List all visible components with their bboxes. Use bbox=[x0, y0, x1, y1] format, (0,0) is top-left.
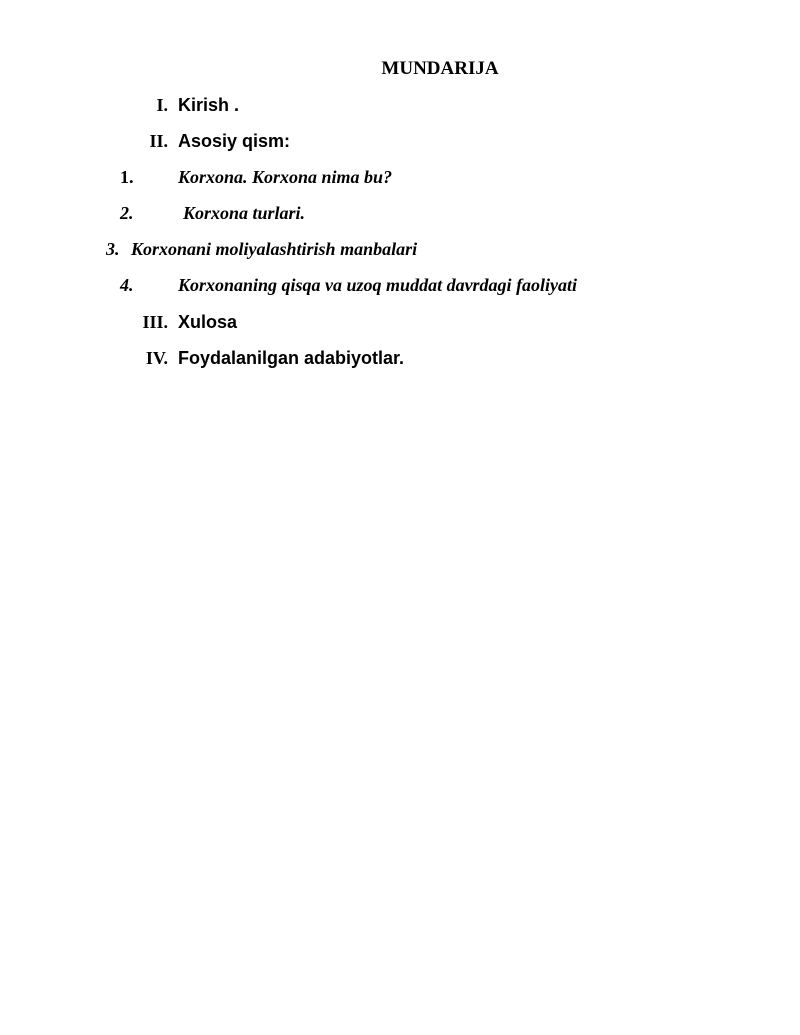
toc-marker: IV. bbox=[145, 348, 168, 368]
toc-marker: 3. bbox=[106, 239, 120, 259]
toc-text: Asosiy qism: bbox=[178, 131, 291, 151]
toc-text: Kirish . bbox=[178, 95, 240, 115]
toc-text: Korxonaning qisqa va uzoq muddat davrdagi faoliyati bbox=[178, 275, 578, 295]
toc-marker: 4. bbox=[120, 275, 134, 295]
toc-marker: 1. bbox=[120, 167, 134, 187]
toc-text: Korxonani moliyalashtirish manbalari bbox=[131, 239, 418, 259]
toc-text: Korxona turlari. bbox=[183, 203, 306, 223]
toc-marker: II. bbox=[149, 131, 168, 151]
toc-text: Xulosa bbox=[178, 312, 238, 332]
toc-marker: I. bbox=[156, 95, 168, 115]
toc-text: Korxona. Korxona nima bu? bbox=[178, 167, 393, 187]
toc-text: Foydalanilgan adabiyotlar. bbox=[178, 348, 405, 368]
toc-marker: 2. bbox=[120, 203, 134, 223]
toc-marker: III. bbox=[142, 312, 168, 332]
page-title: MUNDARIJA bbox=[381, 58, 499, 79]
